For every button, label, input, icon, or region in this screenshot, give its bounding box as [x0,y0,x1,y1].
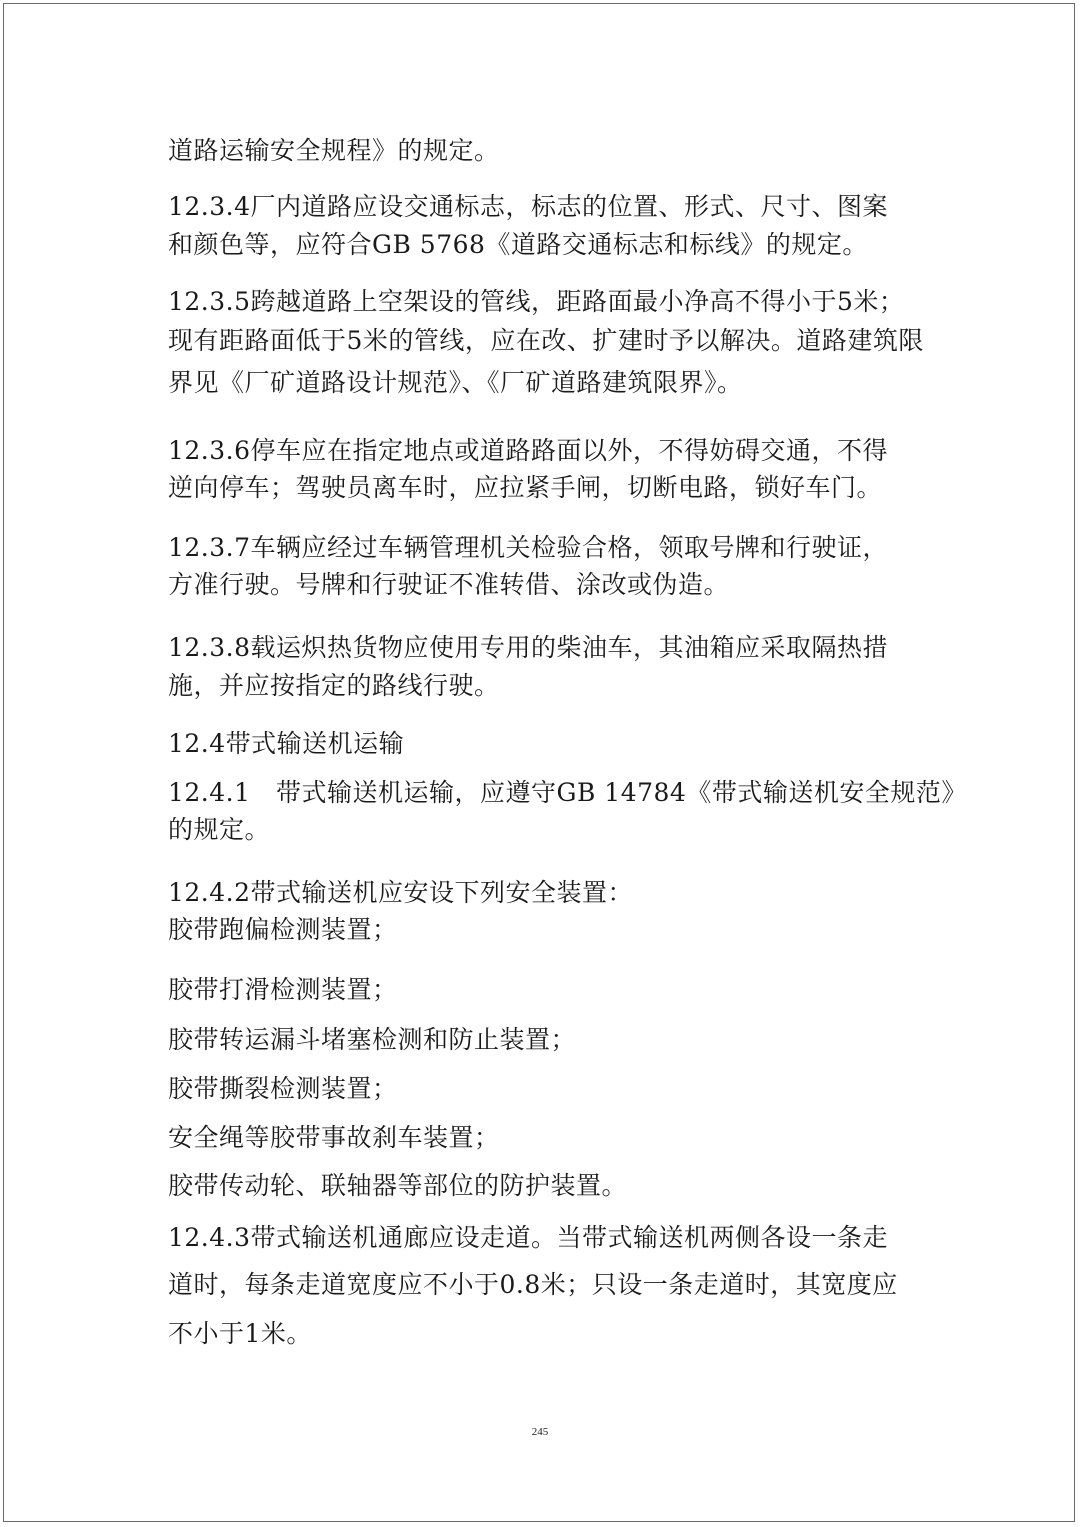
page-number: 245 [531,1426,549,1438]
text-line: 12.3.7车辆应经过车辆管理机关检验合格，领取号牌和行驶证， [168,533,889,562]
list-item: 胶带跑偏检测装置； [168,915,398,944]
document-page [3,3,1075,1522]
text-line: 12.4.1 带式输送机运输，应遵守GB 14784《带式输送机安全规范》 [168,778,967,807]
list-item: 胶带转运漏斗堵塞检测和防止装置； [168,1025,577,1054]
text-line: 和颜色等，应符合GB 5768《道路交通标志和标线》的规定。 [168,230,868,259]
text-line: 12.4.3带式输送机通廊应设走道。当带式输送机两侧各设一条走 [168,1223,889,1252]
list-item: 胶带打滑检测装置； [168,975,398,1004]
text-line: 逆向停车；驾驶员离车时，应拉紧手闸，切断电路，锁好车门。 [168,473,883,502]
text-line: 界见《厂矿道路设计规范》、《厂矿道路建筑限界》。 [168,368,743,397]
section-heading: 12.4带式输送机运输 [168,729,405,758]
text-line: 的规定。 [168,815,271,844]
list-item: 胶带传动轮、联轴器等部位的防护装置。 [168,1171,628,1200]
text-line: 道时，每条走道宽度应不小于0.8米；只设一条走道时，其宽度应 [168,1270,898,1299]
list-item: 胶带撕裂检测装置； [168,1074,398,1103]
text-line: 12.3.6停车应在指定地点或道路路面以外，不得妨碍交通，不得 [168,436,889,465]
text-line: 方准行驶。号牌和行驶证不准转借、涂改或伪造。 [168,570,730,599]
text-line: 12.3.4厂内道路应设交通标志，标志的位置、形式、尺寸、图案 [168,192,889,221]
text-line: 12.4.2带式输送机应安设下列安全装置： [168,878,634,907]
text-line: 现有距路面低于5米的管线，应在改、扩建时予以解决。道路建筑限 [168,326,924,355]
text-line: 道路运输安全规程》的规定。 [168,136,500,165]
text-line: 不小于1米。 [168,1319,312,1348]
text-line: 12.3.5跨越道路上空架设的管线，距路面最小净高不得小于5米； [168,287,905,316]
list-item: 安全绳等胶带事故刹车装置； [168,1123,500,1152]
text-line: 12.3.8载运炽热货物应使用专用的柴油车，其油箱应采取隔热措 [168,633,889,662]
text-line: 施，并应按指定的路线行驶。 [168,671,500,700]
